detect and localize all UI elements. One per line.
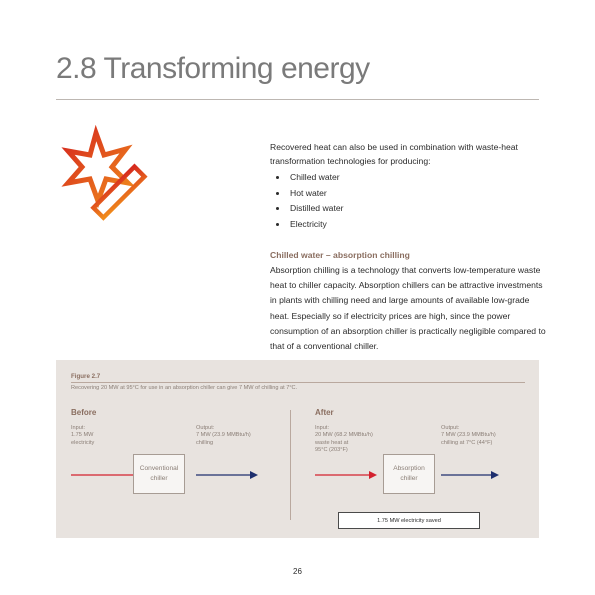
star-shape [68,133,128,201]
section-heading: Chilled water – absorption chilling [270,250,410,260]
after-title: After [315,408,334,417]
intro-block [270,140,550,232]
figure-panel [56,360,539,538]
section-body: Absorption chilling is a technology that converts low-temperature waste heat to chiller capacity. Absorption chillers can be attractive investments in plants with chilling need and large amounts of available low-grade heat. Especially so if electricity prices are high, since the power consumption of an absorption chiller is practically negligible compared to that of a conventional chiller. [270,265,546,352]
figure-caption: Recovering 20 MW at 95°C for use in an absorption chiller can give 7 MW of chilling at 7°C. [71,385,298,391]
before-output-arrow [196,470,258,480]
list-item: • Electricity [288,217,550,233]
title-divider [56,99,539,100]
before-output-label: Output: 7 MW (23.9 MMBtu/h) chilling [196,425,251,446]
product-list [270,170,550,232]
page-number: 26 [293,567,302,576]
list-item: • Hot water [288,186,550,202]
conventional-chiller-box: Conventional chiller [133,454,185,494]
absorption-chiller-box: Absorption chiller [383,454,435,494]
after-output-label: Output: 7 MW (23.9 MMBtu/h) chilling at 7°C (44°F) [441,425,496,446]
after-output-arrow [441,470,499,480]
figure-rule [71,382,525,383]
figure-label: Figure 2.7 [71,373,101,380]
list-item: • Chilled water [288,170,550,186]
before-input-label: Input: 1.75 MW electricity [71,425,95,446]
before-title: Before [71,408,97,417]
electricity-saved-note: 1.75 MW electricity saved [338,512,480,529]
list-item: • Distilled water [288,201,550,217]
page-title: 2.8 Transforming energy [56,52,370,85]
after-input-arrow [315,470,377,480]
intro-text: Recovered heat can also be used in combination with waste-heat transformation technologies for producing: [270,142,518,167]
panel-divider [290,410,291,520]
magic-wand-icon [56,125,156,235]
after-input-label: Input: 20 MW (68.2 MMBtu/h) waste heat at 95°C (203°F) [315,425,373,454]
